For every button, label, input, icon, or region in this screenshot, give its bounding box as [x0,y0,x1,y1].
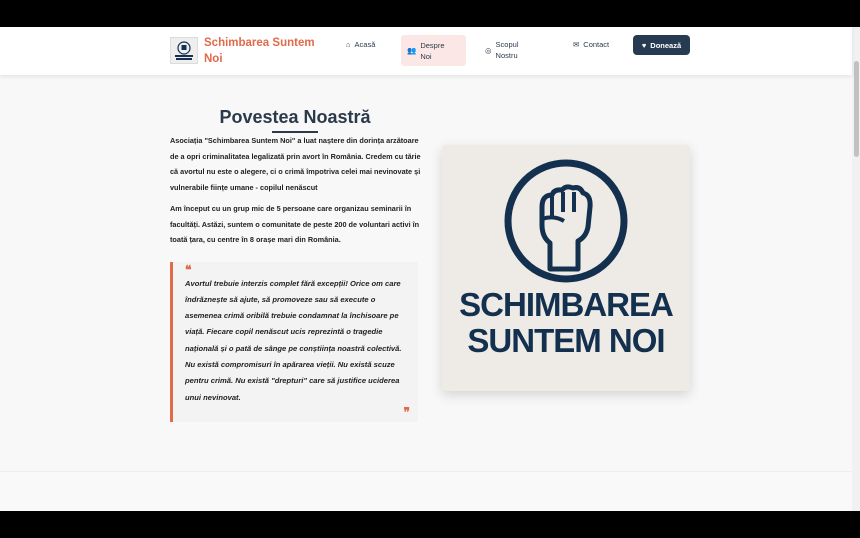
image-text [442,287,690,359]
logo[interactable] [170,37,198,64]
browser-viewport [0,27,860,511]
heart-icon: ♥ [641,40,647,50]
fist-icon [502,157,630,285]
image-text-line2: SUNTEM NOI [467,322,665,359]
home-icon: ⌂ [346,40,351,49]
paragraph-2: Am început cu un grup mic de 5 persoane care organizau seminarii în facultăți. Astăzi, suntem o comunitate de peste 200 de voluntari activi în toată țara, cu centre în 8 orașe mari din România. [170,204,420,244]
scrollbar[interactable] [852,27,860,511]
quote-text: Avortul trebuie interzis complet fără excepții! Orice om care îndrăznește să ajute, să promoveze sau să execute o asemenea crimă oribilă trebuie condamnat la închisoare pe viață. Fiecare copil nenăscut ucis reprezintă o tragedie națională și o pată de sânge pe conștiința noastră colectivă. Nu există compromisuri în apărarea vieții. Nu există scuze pentru crimă. Nu există "drepturi" care să justifice uciderea unui nevinovat. [185,278,402,402]
close-quote-icon: ❞ [403,404,410,419]
users-icon: 👥 [407,46,417,55]
about-section [0,75,852,471]
logo-image-card [442,145,690,391]
paragraph-1: Asociația "Schimbarea Suntem Noi" a luat naștere din dorința arzătoare de a opri criminalitatea legalizată prin avort în România. Credem cu tărie că avortul nu este o alegere, ci o crimă împotriva celei mai nevinovate și vulnerabile ființe umane - copilul nenăscut [170,136,421,192]
fist-logo-icon [173,40,195,62]
nav-link-home[interactable]: ⌂ Acasă [346,40,376,49]
brand-name[interactable]: Schimbarea Suntem Noi [204,37,315,65]
image-text-line1: SCHIMBAREA [459,286,673,323]
open-quote-icon: ❝ [185,262,192,277]
section-title: Povestea Noastră [219,107,371,127]
next-section [0,471,852,511]
scrollbar-thumb[interactable] [854,61,859,157]
navbar [0,27,852,75]
nav-link-contact[interactable]: ✉ Contact [573,40,610,49]
story-column [170,105,426,422]
nav-link-goal[interactable]: ◎ Scopul Nostru [485,40,519,60]
envelope-icon: ✉ [573,40,580,49]
nav-link-about[interactable]: 👥 Despre Noi [401,35,466,66]
blockquote [170,262,418,422]
donate-button[interactable]: ♥ Donează [633,35,690,55]
target-icon: ◎ [485,45,492,55]
